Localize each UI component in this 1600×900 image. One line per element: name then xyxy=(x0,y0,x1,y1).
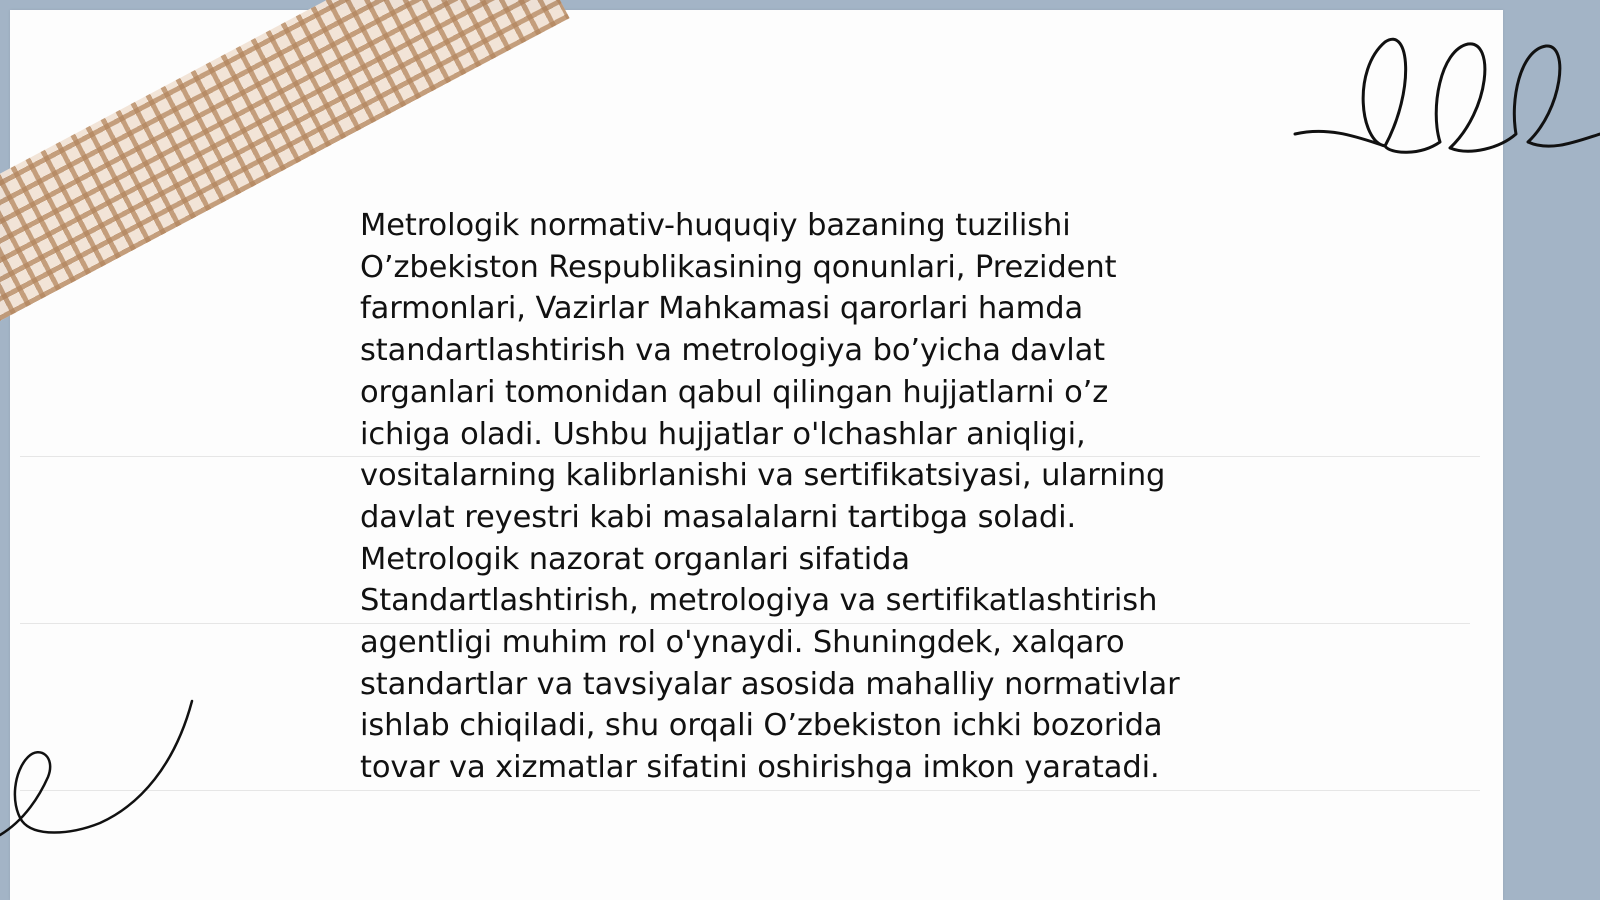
paper-rule-line xyxy=(20,790,1480,791)
body-paragraph: Metrologik normativ-huquqiy bazaning tuzilishi O’zbekiston Respublikasining qonunlari, Prezident farmonlari, Vazirlar Mahkamasi qarorlari hamda standartlashtirish va metrologiya bo’yicha davlat organlari tomonidan qabul qilingan hujjatlarni o’z ichiga oladi. Ushbu hujjatlar o'lchashlar aniqligi, vositalarning kalibrlanishi va sertifikatsiyasi, ularning davlat reyestri kabi masalalarni tartibga soladi. Metrologik nazorat organlari sifatida Standartlashtirish, metrologiya va sertifikatlashtirish agentligi muhim rol o'ynaydi. Shuningdek, xalqaro standartlar va tavsiyalar asosida mahalliy normativlar ishlab chiqiladi, shu orqali O’zbekiston ichki bozorida tovar va xizmatlar sifatini oshirishga imkon yaratadi. xyxy=(360,208,1180,786)
loop-scribble-icon xyxy=(1290,30,1600,165)
swirl-scribble-icon xyxy=(0,695,200,845)
